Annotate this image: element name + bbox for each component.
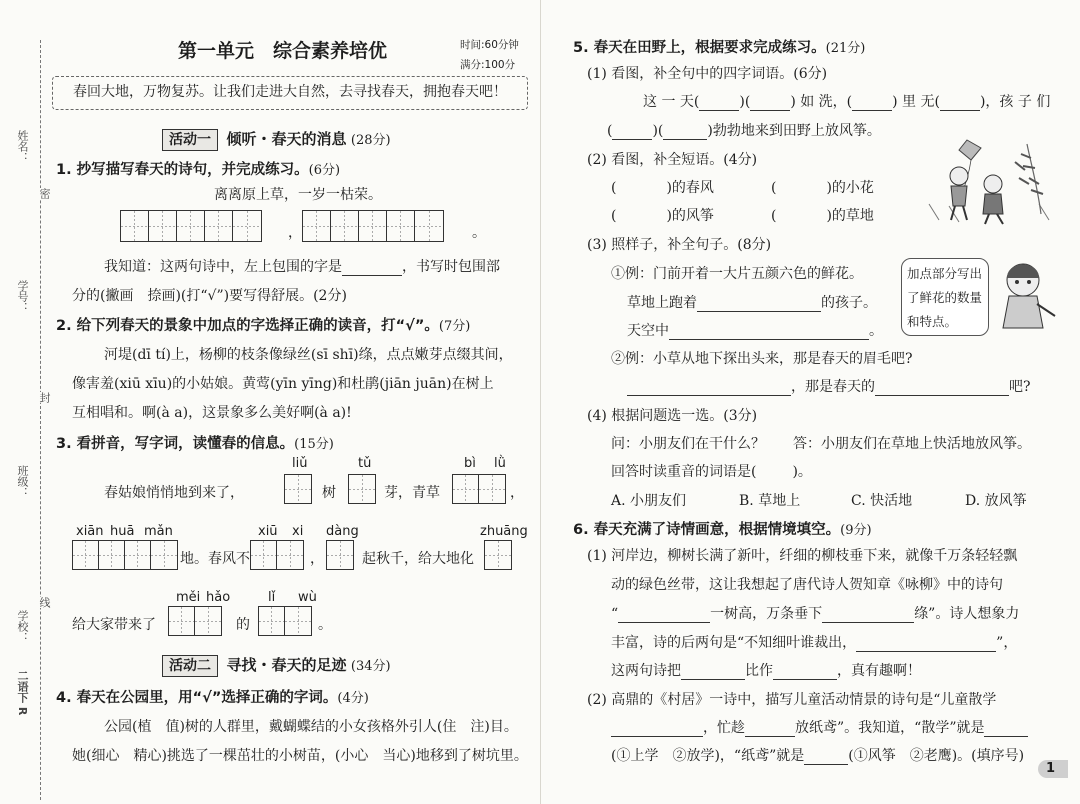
seal-mark: 线 — [38, 597, 51, 608]
q6-line-1: (1) 河岸边，柳树长满了新叶，纤细的柳枝垂下来，就像千万条轻轻飘 — [587, 548, 1018, 564]
answer-blank[interactable] — [697, 311, 821, 312]
example-2: ②例：小草从地下探出头来，那是春天的眉毛吧? — [611, 351, 913, 367]
pinyin: lǐ — [268, 590, 276, 605]
right-page — [540, 0, 1080, 804]
writing-grid[interactable] — [484, 540, 512, 570]
pinyin: bì — [464, 456, 476, 471]
q5-part-4-line-2: 回答时读重音的词语是( )。 — [611, 464, 812, 480]
example-1: ①例：门前开着一大片五颜六色的鲜花。 — [611, 266, 863, 282]
writing-grid[interactable] — [258, 606, 312, 636]
pinyin: hǎo — [206, 590, 231, 605]
answer-blank[interactable] — [773, 679, 837, 680]
activity-title: 寻找・春天的足迹 — [226, 656, 347, 674]
pinyin: xi — [292, 524, 304, 539]
activity-tag: 活动二 — [162, 655, 218, 677]
question-1-title: 1. 抄写描写春天的诗句，并完成练习。(6分) — [56, 162, 341, 178]
answer-blank[interactable] — [804, 764, 848, 765]
activity-title: 倾听・春天的消息 — [226, 130, 347, 148]
q6-line-5: 这两句诗把 比作 ，真有趣啊！ — [611, 663, 921, 679]
time-limit: 时间:60分钟 — [460, 39, 519, 51]
full-score: 满分:100分 — [460, 59, 516, 71]
activity-points: (28分) — [350, 133, 391, 148]
brand-logo: 二语下 R — [16, 670, 29, 716]
writing-grid[interactable] — [284, 474, 312, 504]
q3-text: ， — [310, 551, 324, 567]
question-6-title: 6. 春天充满了诗情画意，根据情境填空。(9分) — [573, 522, 872, 538]
q5-part-2: (2) 看图，补全短语。(4分) — [587, 152, 758, 168]
pinyin: dàng — [326, 524, 359, 539]
writing-grid[interactable] — [120, 210, 262, 242]
answer-blank[interactable] — [875, 395, 1009, 396]
q5-part-1-line-1: 这 一 天( )( ) 如 洗，( ) 里 无( )，孩 子 们 — [643, 94, 1051, 110]
answer-blank[interactable] — [852, 110, 892, 111]
pinyin: wù — [298, 590, 317, 605]
seal-mark: 封 — [38, 392, 51, 403]
poem-line: 离离原上草，一岁一枯荣。 — [214, 187, 382, 203]
q5-part-3-line-3: 天空中 。 — [627, 323, 883, 339]
answer-blank[interactable] — [699, 110, 739, 111]
pinyin: tǔ — [358, 456, 372, 471]
answer-blank[interactable] — [822, 622, 914, 623]
question-5-title: 5. 春天在田野上，根据要求完成练习。(21分) — [573, 40, 866, 56]
phrase: ( )的风筝 — [611, 208, 714, 224]
q6-line-4: 丰富，诗的后两句是“不知细叶谁裁出， ”， — [611, 635, 1018, 651]
q5-part-3-line-5: ，那是春天的 吧? — [627, 376, 1031, 396]
answer-text: 答：小朋友们在草地上快活地放风筝。 — [793, 436, 1031, 452]
answer-blank[interactable] — [681, 679, 745, 680]
answer-blank[interactable] — [618, 622, 710, 623]
answer-blank[interactable] — [611, 736, 703, 737]
option-b[interactable]: B. 草地上 — [739, 493, 801, 509]
page-title: 第一单元 综合素养培优 — [178, 40, 388, 62]
q5-part-1: (1) 看图，补全句中的四字词语。(6分) — [587, 66, 828, 82]
question-text: 问：小朋友们在干什么？ — [611, 436, 765, 452]
q6-line-2: 动的绿色丝带，这让我想起了唐代诗人贺知章《咏柳》中的诗句 — [611, 577, 1003, 593]
pinyin: zhuāng — [480, 524, 528, 539]
writing-grid[interactable] — [250, 540, 304, 570]
phrase: ( )的春风 — [611, 180, 714, 196]
period: 。 — [472, 225, 486, 241]
writing-grid[interactable] — [302, 210, 444, 242]
answer-blank[interactable] — [627, 395, 791, 396]
pinyin: xiū — [258, 524, 278, 539]
option-d[interactable]: D. 放风筝 — [965, 493, 1027, 509]
q3-text: 的 — [236, 617, 250, 633]
answer-blank[interactable] — [940, 110, 980, 111]
answer-blank[interactable] — [750, 110, 790, 111]
question-3-title: 3. 看拼音，写字词，读懂春的信息。(15分) — [56, 436, 334, 452]
q5-part-1-line-2: ( )( )勃勃地来到田野上放风筝。 — [607, 123, 881, 139]
pinyin: lǜ — [494, 456, 506, 471]
activity-one-heading — [162, 128, 391, 151]
q6-line-3: “ 一树高，万条垂下 绦”。诗人想象力 — [611, 606, 1020, 622]
q3-text: 地。春风不 — [180, 551, 250, 567]
answer-blank[interactable] — [745, 736, 795, 737]
answer-blank[interactable] — [669, 339, 869, 340]
q2-line-2: 像害羞(xiū xīu)的小姑娘。黄莺(yīn yīng)和杜鹃(jiān juān)在树上 — [72, 376, 494, 392]
q6-line-7: ，忙趁 放纸鸢”。我知道，“散学”就是 — [611, 717, 1028, 737]
answer-blank[interactable] — [612, 139, 652, 140]
intro-banner: 春回大地，万物复苏。让我们走进大自然，去寻找春天，拥抱春天吧！ — [52, 76, 528, 110]
activity-two-heading — [162, 654, 391, 677]
answer-blank[interactable] — [856, 651, 996, 652]
q4-line-1: 公园(植 值)树的人群里，戴蝴蝶结的小女孩格外引人(住 注)目。 — [104, 719, 518, 735]
writing-grid[interactable] — [348, 474, 376, 504]
kite-children-illustration — [919, 134, 1069, 226]
writing-grid[interactable] — [168, 606, 222, 636]
q5-part-4: (4) 根据问题选一选。(3分) — [587, 408, 758, 424]
pinyin: xiān — [76, 524, 104, 539]
q3-text: 。 — [318, 617, 332, 633]
option-c[interactable]: C. 快活地 — [851, 493, 913, 509]
girl-illustration — [993, 256, 1063, 336]
answer-blank[interactable] — [984, 736, 1028, 737]
q3-text: 起秋千，给大地化 — [362, 551, 474, 567]
q3-text: ， — [510, 485, 524, 501]
question-2-title: 2. 给下列春天的景象中加点的字选择正确的读音，打“√”。(7分) — [56, 318, 471, 334]
pinyin: mǎn — [144, 524, 173, 539]
q2-line-1: 河堤(dī tí)上，杨柳的枝条像绿丝(sī shī)绦，点点嫩芽点缀其间， — [104, 347, 513, 363]
q3-text: 树 — [322, 485, 336, 501]
pinyin: liǔ — [292, 456, 308, 471]
page-number: 1 — [1038, 760, 1068, 778]
option-a[interactable]: A. 小朋友们 — [611, 493, 687, 509]
comma: ， — [288, 225, 302, 241]
writing-grid[interactable] — [72, 540, 178, 570]
school-label: 学校： — [16, 610, 29, 643]
q5-part-3: (3) 照样子，补全句子。(8分) — [587, 237, 772, 253]
writing-grid[interactable] — [452, 474, 506, 504]
phrase: ( )的小花 — [771, 180, 874, 196]
student-id-label: 学号： — [16, 280, 29, 313]
hint-bubble: 加点部分写出了鲜花的数量和特点。 — [901, 258, 989, 336]
q3-text: 芽，青草 — [384, 485, 440, 501]
pinyin: měi — [176, 590, 201, 605]
q4-line-2: 她(细心 精心)挑选了一棵茁壮的小树苗，(小心 当心)地移到了树坑里。 — [72, 748, 528, 764]
q5-part-3-line-2: 草地上跑着 的孩子。 — [627, 295, 877, 311]
q6-line-6: (2) 高鼎的《村居》一诗中，描写儿童活动情景的诗句是“儿童散学 — [587, 692, 997, 708]
q3-text: 春姑娘悄悄地到来了， — [104, 485, 244, 501]
q6-line-8: (①上学 ②放学)，“纸鸢”就是 (①风筝 ②老鹰)。(填序号) — [611, 748, 1025, 764]
answer-blank[interactable] — [342, 275, 402, 276]
q2-line-3: 互相唱和。啊(à a)，这景象多么美好啊(à a)! — [72, 405, 352, 421]
phrase: ( )的草地 — [771, 208, 874, 224]
name-label: 姓名： — [16, 130, 29, 163]
q1-line-2: 分的(撇画 捺画)(打“√”)要写得舒展。(2分) — [72, 288, 347, 304]
class-label: 班级： — [16, 465, 29, 498]
answer-blank[interactable] — [663, 139, 707, 140]
activity-points: (34分) — [350, 659, 391, 674]
q3-text: 给大家带来了 — [72, 617, 156, 633]
seal-mark: 密 — [38, 188, 51, 199]
writing-grid[interactable] — [326, 540, 354, 570]
q1-line-1: 我知道：这两句诗中，左上包围的字是 ，书写时包围部 — [104, 259, 500, 275]
pinyin: huā — [110, 524, 135, 539]
binding-line — [40, 40, 41, 800]
activity-tag: 活动一 — [162, 129, 218, 151]
question-4-title: 4. 春天在公园里，用“√”选择正确的字词。(4分) — [56, 690, 369, 706]
